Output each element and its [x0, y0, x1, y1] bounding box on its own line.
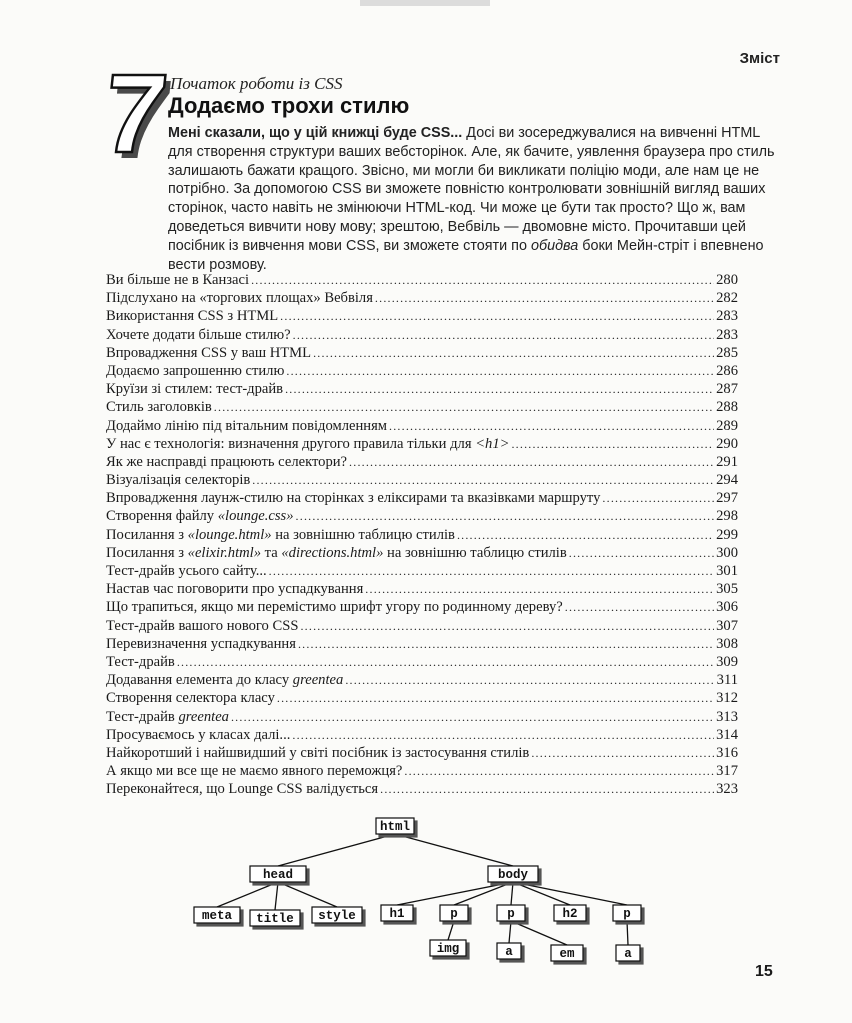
toc-entry-page: 316: [716, 744, 738, 761]
node-body: [488, 866, 538, 882]
intro-emphasis: обидва: [530, 237, 579, 254]
chapter-intro: [168, 124, 788, 274]
toc-entry: [106, 617, 738, 635]
toc-entry: [106, 453, 738, 471]
svg-text:p: p: [507, 907, 515, 921]
toc-entry-text: У нас є технологія: визначення другого правила тільки для: [106, 435, 476, 452]
toc-entry-title: [106, 417, 387, 435]
toc-entry-title: [106, 671, 343, 689]
toc-entry-title: [106, 398, 212, 416]
svg-text:img: img: [436, 942, 460, 956]
toc-dot-leader: [177, 653, 714, 671]
toc-entry: [106, 489, 738, 507]
toc-dot-leader: [251, 271, 714, 289]
toc-entry: [106, 598, 738, 616]
toc-entry-text: Хочете додати більше стилю?: [106, 326, 291, 343]
toc-entry: [106, 744, 738, 762]
svg-text:a: a: [505, 945, 513, 959]
toc-dot-leader: [389, 417, 714, 435]
toc-entry: [106, 326, 738, 344]
toc-entry-page: 313: [716, 708, 738, 725]
svg-text:em: em: [559, 947, 575, 961]
toc-dot-leader: [296, 507, 715, 525]
toc-dot-leader: [231, 708, 714, 726]
svg-text:html: html: [379, 820, 411, 834]
toc-entry-page: 309: [716, 653, 738, 670]
toc-entry: [106, 580, 738, 598]
toc-entry-title: [106, 689, 275, 707]
toc-entry-emphasis: «lounge.html»: [187, 526, 272, 543]
toc-entry-text: Ви більше не в Канзасі: [106, 272, 250, 288]
toc-entry-title: [106, 507, 294, 525]
toc-entry-page: 288: [716, 399, 738, 416]
toc-dot-leader: [375, 289, 714, 307]
intro-lead: Мені сказали, що у цій книжці буде CSS...: [168, 125, 463, 141]
toc-entry-page: 283: [716, 308, 738, 325]
svg-text:h1: h1: [389, 907, 405, 921]
toc-entry: [106, 544, 738, 562]
toc-entry-text: Настав час поговорити про успадкування: [106, 581, 364, 598]
node-p-1: [440, 905, 468, 921]
toc-entry-title: [106, 307, 278, 325]
svg-text:h2: h2: [562, 907, 578, 921]
running-head: Зміст: [739, 50, 780, 67]
toc-entry: [106, 398, 738, 416]
toc-entry-page: 285: [716, 344, 738, 361]
toc-entry-text: Круїзи зі стилем: тест-драйв: [106, 381, 284, 398]
toc-entry-page: 311: [716, 672, 738, 689]
toc-entry-text: на зовнішню таблицю стилів: [271, 526, 455, 543]
toc-entry-page: 305: [716, 581, 738, 598]
toc-entry-title: [106, 289, 373, 307]
node-h2: [554, 905, 586, 921]
toc-entry-page: 289: [716, 417, 738, 434]
toc-entry-page: 306: [716, 599, 738, 616]
toc-entry-text: Візуалізація селекторів: [106, 472, 251, 489]
toc-dot-leader: [345, 671, 714, 689]
node-title: [250, 910, 300, 926]
toc-entry: [106, 344, 738, 362]
toc-entry: [106, 526, 738, 544]
toc-entry-title: [106, 708, 229, 726]
table-of-contents: [106, 271, 738, 798]
toc-entry-text: та: [261, 544, 282, 561]
toc-entry-text: Створення селектора класу: [106, 690, 275, 707]
page-number: 15: [755, 963, 773, 980]
node-meta: [194, 907, 240, 923]
toc-entry-title: [106, 762, 402, 780]
toc-entry-text: Перевизначення успадкування: [106, 635, 296, 652]
toc-entry-title: [106, 744, 529, 762]
toc-entry-text: Переконайтеся, що Lounge CSS валідується: [106, 781, 379, 798]
toc-dot-leader: [313, 344, 714, 362]
toc-entry-emphasis: «directions.html»: [281, 544, 384, 561]
toc-entry-title: [106, 362, 284, 380]
toc-entry: [106, 471, 738, 489]
toc-dot-leader: [214, 398, 714, 416]
toc-entry-page: 314: [716, 726, 738, 743]
toc-dot-leader: [457, 526, 714, 544]
toc-entry-text: Тест-драйв: [106, 653, 175, 670]
toc-entry-title: [106, 380, 283, 398]
toc-entry: [106, 435, 738, 453]
toc-entry-page: 286: [716, 362, 738, 379]
toc-entry-text: Що трапиться, якщо ми перемістимо шрифт угору по родинному дереву?: [106, 599, 563, 616]
toc-dot-leader: [252, 471, 714, 489]
svg-text:p: p: [623, 907, 631, 921]
toc-entry-text: Найкоротший і найшвидший у світі посібник із застосування стилів: [106, 744, 530, 761]
chapter-title: Додаємо трохи стилю: [168, 93, 410, 118]
svg-text:style: style: [318, 909, 356, 923]
toc-entry-page: 301: [716, 563, 738, 579]
toc-entry-page: 291: [716, 453, 738, 470]
toc-entry-text: Посилання з: [106, 544, 188, 561]
toc-entry-title: [106, 598, 563, 616]
svg-text:meta: meta: [201, 909, 233, 923]
toc-entry-text: Додаймо лінію під вітальним повідомленням: [106, 417, 388, 434]
toc-entry-text: Посилання з: [106, 526, 188, 543]
svg-text:title: title: [256, 912, 294, 926]
toc-entry-title: [106, 726, 290, 744]
toc-entry-text: Просуваємось у класах далі...: [106, 726, 291, 743]
svg-text:head: head: [262, 868, 294, 882]
toc-entry-page: 308: [716, 635, 738, 652]
toc-entry-title: [106, 271, 249, 289]
toc-entry-emphasis: greentea: [178, 708, 229, 725]
toc-entry: [106, 689, 738, 707]
node-a-1: [497, 943, 521, 959]
toc-entry-text: Додаємо запрошенню стилю: [106, 362, 285, 379]
toc-entry: [106, 708, 738, 726]
toc-entry: [106, 362, 738, 380]
dom-tree-diagram: [180, 815, 660, 975]
node-p-2: [497, 905, 525, 921]
toc-entry-text: А якщо ми все ще не маємо явного переможця?: [106, 763, 403, 780]
toc-entry-text: Як же насправді працюють селектори?: [106, 453, 348, 470]
toc-entry-title: [106, 562, 267, 580]
node-em: [551, 945, 583, 961]
toc-entry-page: 312: [716, 690, 738, 707]
toc-dot-leader: [280, 307, 714, 325]
toc-dot-leader: [285, 380, 714, 398]
toc-entry-title: [106, 526, 455, 544]
toc-entry-page: 307: [716, 617, 738, 634]
toc-entry-title: [106, 344, 311, 362]
toc-entry-text: Впровадження лаунж-стилю на сторінках з еліксирами та вказівками маршруту: [106, 490, 601, 507]
toc-entry-title: [106, 580, 363, 598]
toc-entry: [106, 653, 738, 671]
toc-entry-page: 323: [716, 781, 738, 798]
toc-entry-page: 283: [716, 326, 738, 343]
toc-entry-text: Тест-драйв: [106, 708, 179, 725]
toc-dot-leader: [404, 762, 714, 780]
toc-entry-text: Тест-драйв усього сайту...: [106, 563, 267, 579]
toc-dot-leader: [277, 689, 714, 707]
node-html: [376, 818, 414, 834]
tree-connectors: [217, 834, 628, 945]
node-p-3: [613, 905, 641, 921]
toc-entry-title: [106, 544, 567, 562]
toc-entry: [106, 762, 738, 780]
toc-dot-leader: [531, 744, 714, 762]
toc-entry-text: Використання CSS з HTML: [106, 308, 279, 325]
toc-entry-page: 298: [716, 508, 738, 525]
toc-entry-text: Створення файлу: [106, 508, 218, 525]
toc-entry: [106, 562, 738, 580]
toc-entry-title: [106, 471, 250, 489]
toc-entry-text: Додавання елемента до класу: [106, 672, 293, 689]
toc-dot-leader: [300, 617, 714, 635]
toc-dot-leader: [269, 562, 714, 580]
toc-entry: [106, 726, 738, 744]
toc-entry-emphasis: <h1>: [475, 435, 510, 452]
toc-dot-leader: [298, 635, 714, 653]
toc-entry-text: Тест-драйв вашого нового CSS: [106, 617, 299, 634]
toc-dot-leader: [286, 362, 714, 380]
toc-entry-text: Стиль заголовків: [106, 399, 212, 416]
toc-dot-leader: [292, 726, 714, 744]
toc-entry-emphasis: «elixir.html»: [187, 544, 262, 561]
toc-entry: [106, 671, 738, 689]
toc-entry: [106, 307, 738, 325]
toc-entry-text: Підслухано на «торгових площах» Вебвіля: [106, 290, 373, 307]
toc-entry-text: на зовнішню таблицю стилів: [383, 544, 567, 561]
toc-entry-page: 300: [716, 544, 738, 561]
toc-entry: [106, 271, 738, 289]
toc-dot-leader: [349, 453, 714, 471]
toc-entry-emphasis: «lounge.css»: [217, 508, 294, 525]
toc-dot-leader: [365, 580, 714, 598]
toc-entry-title: [106, 635, 296, 653]
toc-entry: [106, 380, 738, 398]
toc-entry-title: [106, 653, 175, 671]
toc-dot-leader: [293, 326, 714, 344]
toc-dot-leader: [565, 598, 714, 616]
node-head: [250, 866, 306, 882]
toc-entry-title: [106, 489, 600, 507]
toc-entry: [106, 289, 738, 307]
intro-text-1: Досі ви зосереджувалися на вивченні HTML для створення структури ваших вебсторінок. Алe, як бачите, уявлення браузера про стиль залишають бажати кращого. Звісно, ми могли би викликати поліцію моди, але нам це не потрібно. За допомогою CSS ви зможете повністю контролювати зовнішній вигляд ваших сторінок, часто навіть не змінюючи HTML-код. Чи може це бути так просто? Що ж, вам доведеться вивчити нову мову; зрештою, Вебвіль — двомовне місто. Прочитавши цей посібник із вивчення мови CSS, ви зможете стояти по: [168, 125, 775, 254]
top-edge-shadow: [360, 0, 490, 6]
toc-entry-title: [106, 326, 291, 344]
svg-text:p: p: [450, 907, 458, 921]
toc-entry-title: [106, 617, 298, 635]
toc-dot-leader: [569, 544, 714, 562]
intro-text-2: боки Мейн-стріт і впевнено вести розмову.: [168, 237, 764, 273]
toc-entry-emphasis: greentea: [292, 672, 344, 689]
toc-entry-page: 290: [716, 435, 738, 452]
toc-entry-title: [106, 435, 509, 453]
toc-entry-page: 280: [716, 272, 738, 288]
toc-entry-page: 299: [716, 526, 738, 543]
toc-dot-leader: [380, 780, 714, 798]
toc-entry: [106, 417, 738, 435]
toc-entry-page: 287: [716, 381, 738, 398]
toc-entry-page: 317: [716, 763, 738, 780]
svg-text:body: body: [497, 868, 529, 882]
toc-dot-leader: [602, 489, 714, 507]
chapter-kicker: Початок роботи із CSS: [170, 74, 343, 93]
svg-text:a: a: [624, 947, 632, 961]
toc-entry-title: [106, 780, 378, 798]
toc-entry: [106, 507, 738, 525]
toc-entry: [106, 635, 738, 653]
toc-entry-page: 294: [716, 472, 738, 489]
toc-entry-title: [106, 453, 347, 471]
toc-entry-text: Впровадження CSS у ваш HTML: [106, 344, 312, 361]
toc-entry: [106, 780, 738, 798]
toc-entry-page: 297: [716, 490, 738, 507]
toc-entry-page: 282: [716, 290, 738, 307]
toc-dot-leader: [511, 435, 714, 453]
chapter-number: 7: [97, 51, 173, 176]
node-h1: [381, 905, 413, 921]
node-img: [430, 940, 466, 956]
node-style: [312, 907, 362, 923]
node-a-2: [616, 945, 640, 961]
